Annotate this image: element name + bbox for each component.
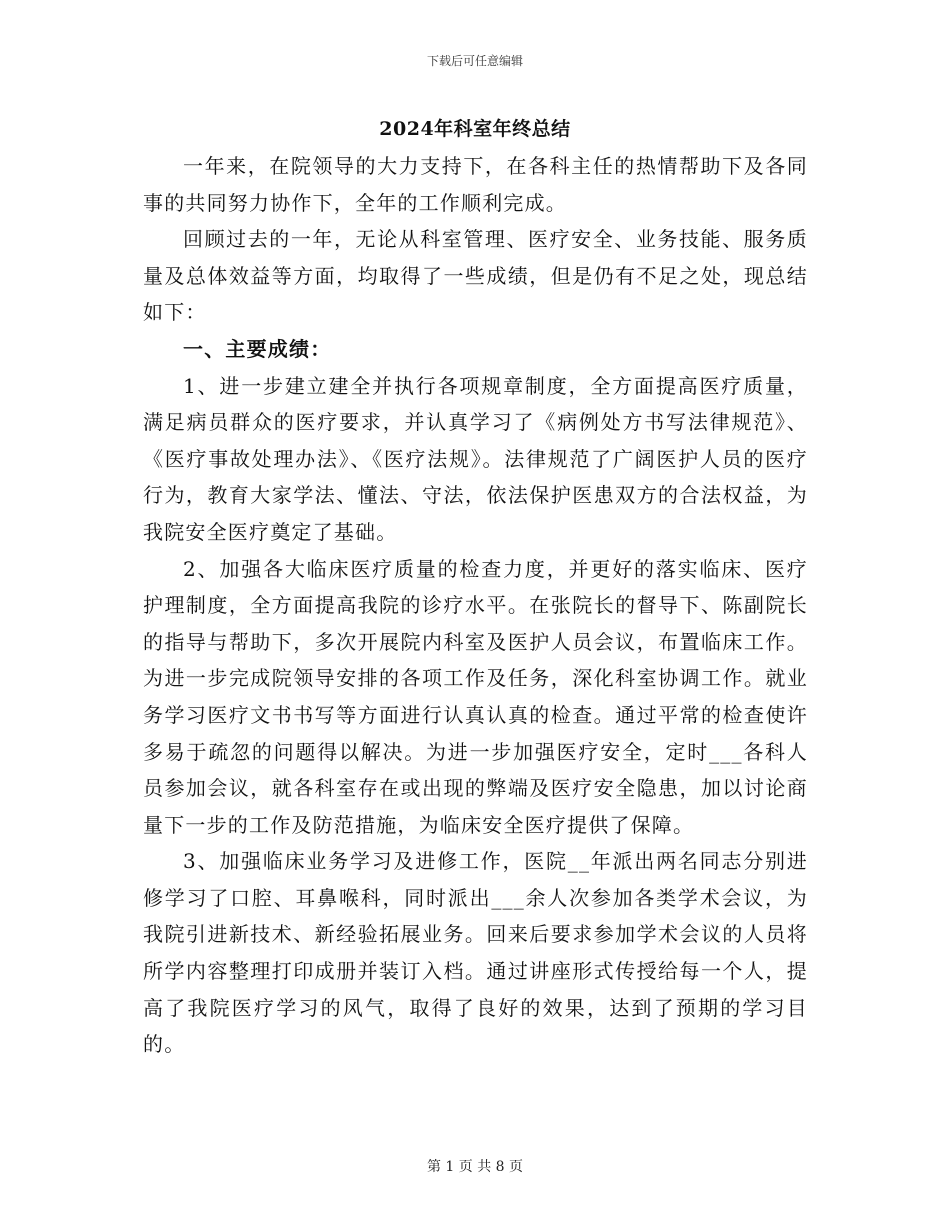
achievement-item-2: 2、加强各大临床医疗质量的检查力度，并更好的落实临床、医疗护理制度，全方面提高我院的诊疗水平。在张院长的督导下、陈副院长的指导与帮助下，多次开展院内科室及医护人员会议，布置临床工作。为进一步完成院领导安排的各项工作及任务，深化科室协调工作。就业务学习医疗文书书写等方面进行认真认真的检查。通过平常的检查使许多易于疏忽的问题得以解决。为进一步加强医疗安全，定时___各科人员参加会议，就各科室存在或出现的弊端及医疗安全隐患，加以讨论商量下一步的工作及防范措施，为临床安全医疗提供了保障。 — [143, 556, 808, 837]
page-number-footer: 第 1 页 共 8 页 — [426, 1159, 524, 1175]
document-title: 2024年科室年终总结 — [379, 118, 571, 140]
document-body — [143, 148, 808, 1063]
achievement-item-3: 3、加强临床业务学习及进修工作，医院__年派出两名同志分别进修学习了口腔、耳鼻喉科，同时派出___余人次参加各类学术会议，为我院引进新技术、新经验拓展业务。回来后要求参加学术会议的人员将所学内容整理打印成册并装订入档。通过讲座形式传授给每一个人，提高了我院医疗学习的风气，取得了良好的效果，达到了预期的学习目的。 — [143, 849, 808, 1057]
review-paragraph: 回顾过去的一年，无论从科室管理、医疗安全、业务技能、服务质量及总体效益等方面，均取得了一些成绩，但是仍有不足之处，现总结如下： — [143, 227, 808, 325]
achievement-item-1: 1、进一步建立建全并执行各项规章制度，全方面提高医疗质量，满足病员群众的医疗要求，并认真学习了《病例处方书写法律规范》、《医疗事故处理办法》、《医疗法规》。法律规范了广阔医护人员的医疗行为，教育大家学法、懂法、守法，依法保护医患双方的合法权益，为我院安全医疗奠定了基础。 — [143, 373, 808, 544]
page-header-note: 下载后可任意编辑 — [426, 54, 523, 68]
intro-paragraph: 一年来，在院领导的大力支持下，在各科主任的热情帮助下及各同事的共同努力协作下，全年的工作顺利完成。 — [143, 154, 808, 215]
section-heading-achievements: 一、主要成绩： — [183, 336, 332, 361]
